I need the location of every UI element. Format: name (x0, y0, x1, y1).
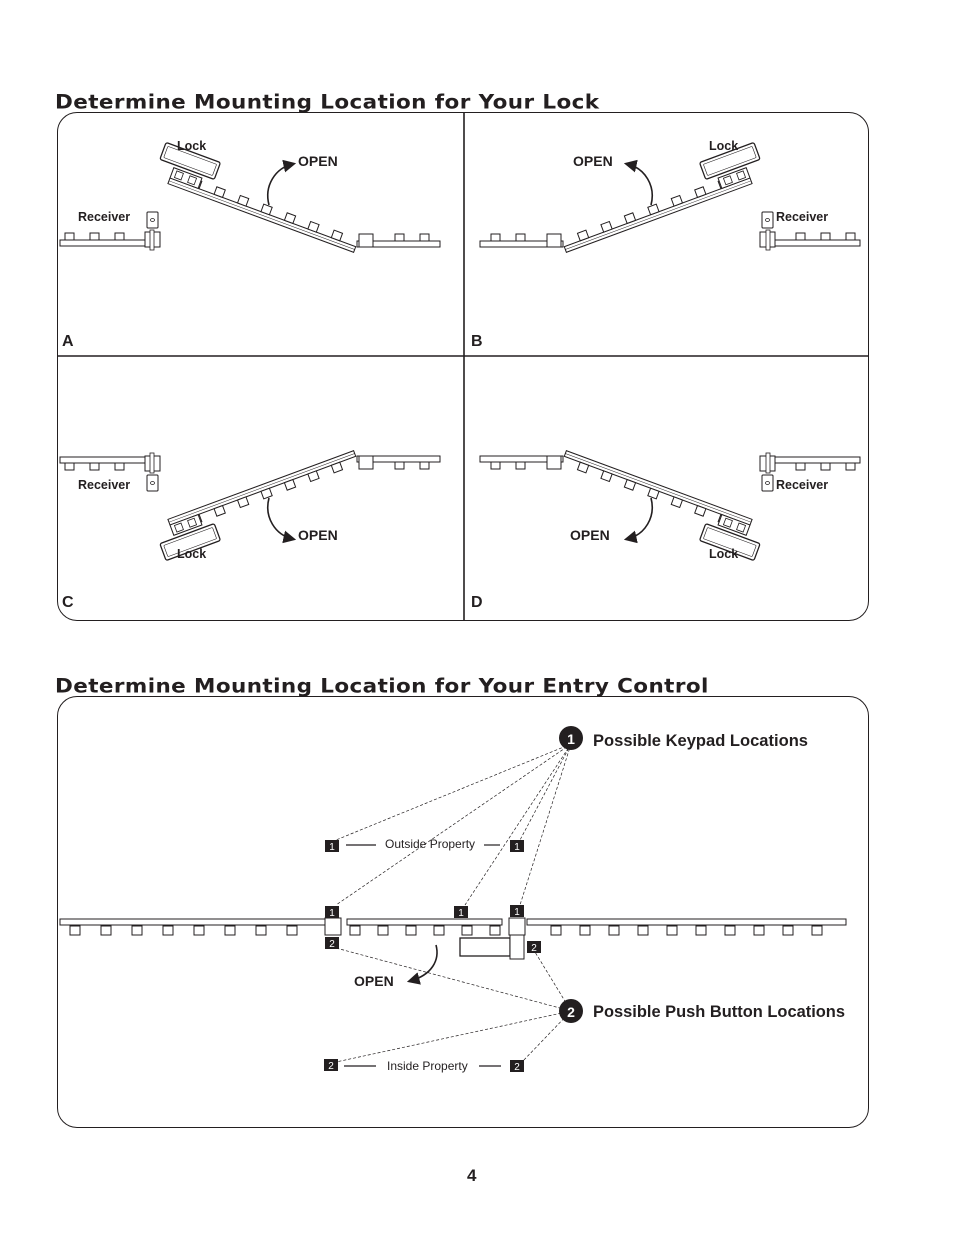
panel-b-letter: B (471, 333, 483, 350)
keypad-guide-lines (336, 744, 571, 905)
lock-section-title: Determine Mounting Location for Your Lock (55, 91, 600, 114)
svg-text:1: 1 (329, 908, 335, 919)
keypad-marker (325, 840, 339, 853)
keypad-marker (510, 840, 524, 853)
keypad-marker (325, 906, 339, 919)
panel-d-receiver-label: Receiver (776, 478, 829, 492)
fence (60, 918, 846, 959)
panel-a-lock-label: Lock (177, 139, 207, 153)
page-number: 4 (467, 1166, 477, 1185)
panel-a-letter: A (62, 333, 74, 350)
push-button-marker (510, 1060, 524, 1073)
push-button-marker (324, 1059, 338, 1072)
entry-section-title: Determine Mounting Location for Your Entry Control (55, 675, 709, 698)
panel-c-open-label: OPEN (298, 527, 338, 543)
svg-text:2: 2 (329, 939, 335, 950)
svg-text:1: 1 (329, 842, 335, 853)
panel-c-letter: C (62, 594, 74, 611)
panel-c-lock-label: Lock (177, 547, 207, 561)
outside-property-label: Outside Property (385, 837, 476, 851)
push-button-marker (527, 941, 541, 954)
svg-text:1: 1 (514, 842, 520, 853)
push-button-legend-label: Possible Push Button Locations (593, 1003, 845, 1021)
svg-text:1: 1 (514, 907, 520, 918)
svg-text:2: 2 (328, 1061, 334, 1072)
keypad-marker (454, 906, 468, 919)
keypad-legend-number: 1 (567, 731, 575, 747)
panel-a-open-label: OPEN (298, 153, 338, 169)
panel-d-lock-label: Lock (709, 547, 739, 561)
svg-text:2: 2 (531, 943, 537, 954)
entry-open-label: OPEN (354, 973, 394, 989)
inside-property-label: Inside Property (387, 1059, 468, 1073)
push-button-legend-number: 2 (567, 1004, 575, 1020)
panel-b-receiver-label: Receiver (776, 210, 829, 224)
panel-b-lock-label: Lock (709, 139, 739, 153)
svg-text:1: 1 (458, 908, 464, 919)
panel-a-receiver-label: Receiver (78, 210, 131, 224)
panel-b-open-label: OPEN (573, 153, 613, 169)
push-button-guide-lines (336, 948, 571, 1062)
push-button-marker (325, 937, 339, 950)
keypad-marker (510, 905, 524, 918)
svg-text:2: 2 (514, 1062, 520, 1073)
panel-c-receiver-label: Receiver (78, 478, 131, 492)
panel-d-letter: D (471, 594, 483, 611)
panel-d-open-label: OPEN (570, 527, 610, 543)
keypad-legend-label: Possible Keypad Locations (593, 732, 808, 750)
